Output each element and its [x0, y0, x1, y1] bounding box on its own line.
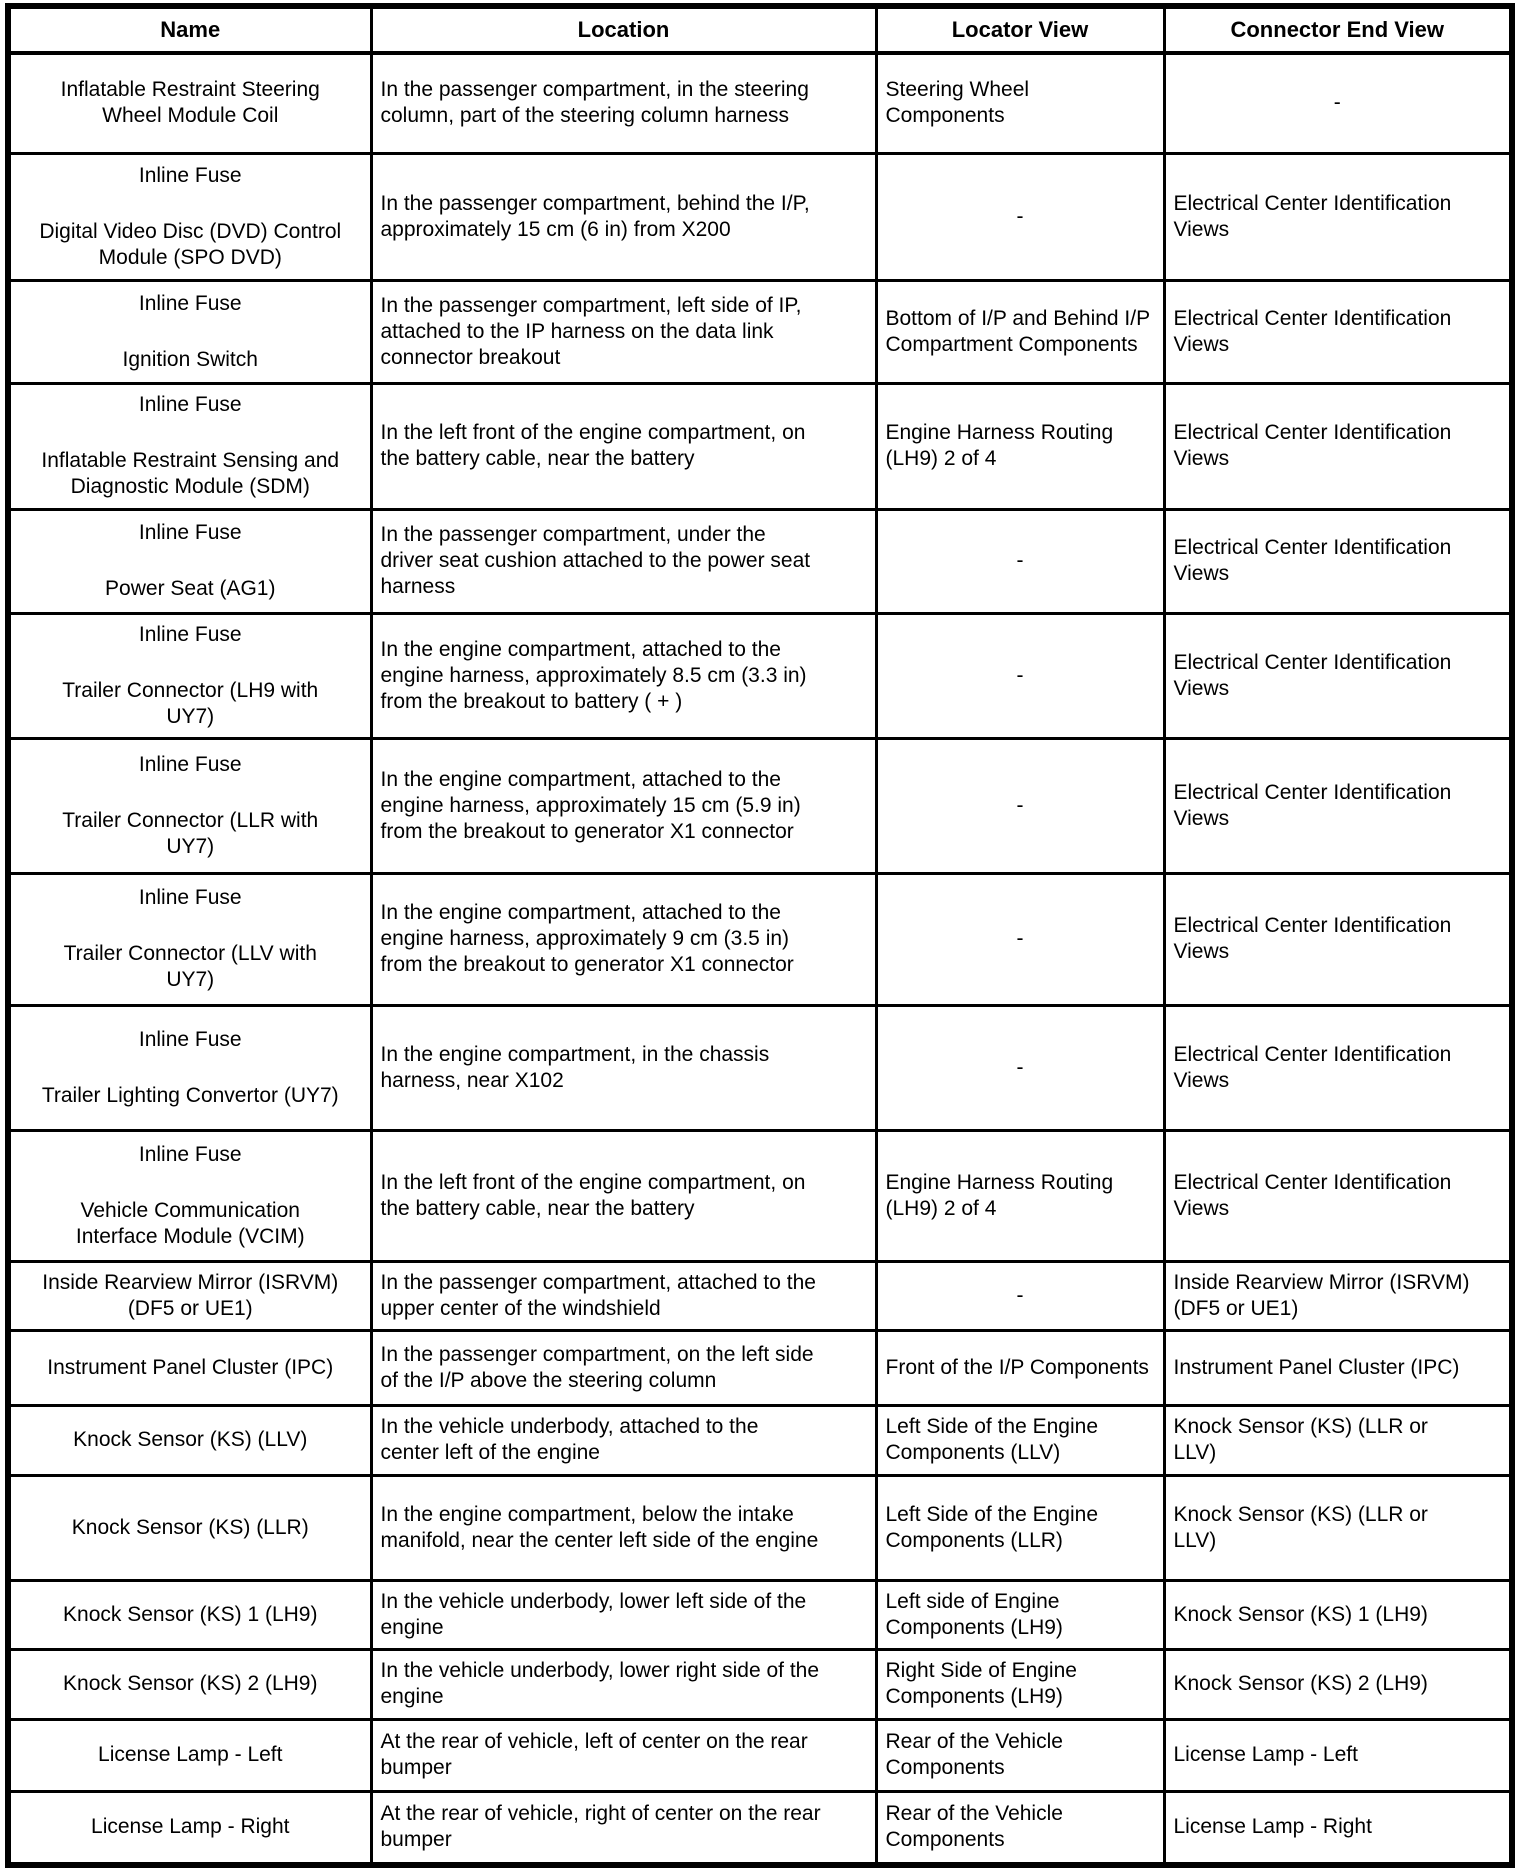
name-cell: [8, 613, 371, 738]
connector-end-view-cell: Knock Sensor (KS) (LLR or LLV): [1164, 1405, 1512, 1475]
name-cell: [8, 153, 371, 280]
location-cell: In the engine compartment, attached to the engine harness, approximately 9 cm (3.5 in) from the breakout to generator X1 connector: [371, 873, 876, 1005]
locator-view-cell: -: [876, 613, 1164, 738]
location-cell: At the rear of vehicle, left of center on the rear bumper: [371, 1719, 876, 1791]
locator-view-cell: -: [876, 509, 1164, 613]
location-cell: In the passenger compartment, on the left side of the I/P above the steering column: [371, 1330, 876, 1405]
location-cell: In the passenger compartment, left side of IP, attached to the IP harness on the data link connector breakout: [371, 280, 876, 383]
name-cell: [8, 53, 371, 153]
component-name: Inline Fuse: [138, 622, 242, 646]
locator-view-cell: Left Side of the Engine Components (LLR): [876, 1475, 1164, 1580]
locator-view-cell: -: [876, 738, 1164, 873]
locator-view-cell: -: [876, 873, 1164, 1005]
location-cell: In the engine compartment, attached to the engine harness, approximately 15 cm (5.9 in) from the breakout to generator X1 connector: [371, 738, 876, 873]
location-cell: In the passenger compartment, under the driver seat cushion attached to the power seat harness: [371, 509, 876, 613]
header-row: [8, 6, 1512, 53]
connector-end-view-cell: Electrical Center Identification Views: [1164, 613, 1512, 738]
column-header-name: Name: [8, 6, 371, 53]
location-cell: In the passenger compartment, behind the I/P, approximately 15 cm (6 in) from X200: [371, 153, 876, 280]
name-cell: [8, 383, 371, 509]
connector-end-view-cell: License Lamp - Left: [1164, 1719, 1512, 1791]
name-cell: [8, 1580, 371, 1649]
locator-view-cell: -: [876, 1261, 1164, 1330]
table-row: [8, 1405, 1512, 1475]
connector-end-view-cell: Knock Sensor (KS) 1 (LH9): [1164, 1580, 1512, 1649]
locator-view-cell: Rear of the Vehicle Components: [876, 1791, 1164, 1865]
connector-end-view-cell: Electrical Center Identification Views: [1164, 873, 1512, 1005]
column-header-location: Location: [371, 6, 876, 53]
connector-end-view-cell: Electrical Center Identification Views: [1164, 153, 1512, 280]
connector-end-view-cell: Knock Sensor (KS) 2 (LH9): [1164, 1649, 1512, 1719]
component-subname: Vehicle Communication Interface Module (VCIM): [75, 1198, 305, 1248]
locator-view-cell: Left side of Engine Components (LH9): [876, 1580, 1164, 1649]
component-name: Inline Fuse: [138, 521, 242, 544]
component-subname: Trailer Lighting Convertor (UY7): [41, 1083, 339, 1107]
table-row: [8, 1130, 1512, 1261]
component-subname: Power Seat (AG1): [105, 577, 276, 600]
component-name: Inline Fuse: [138, 1027, 242, 1051]
name-cell: [8, 1649, 371, 1719]
location-cell: In the left front of the engine compartment, on the battery cable, near the battery: [371, 1130, 876, 1261]
table-row: [8, 1649, 1512, 1719]
location-cell: In the vehicle underbody, attached to the center left of the engine: [371, 1405, 876, 1475]
location-cell: In the left front of the engine compartment, on the battery cable, near the battery: [371, 383, 876, 509]
location-cell: In the passenger compartment, in the steering column, part of the steering column harness: [371, 53, 876, 153]
connector-end-view-cell: Electrical Center Identification Views: [1164, 383, 1512, 509]
connector-end-view-cell: License Lamp - Right: [1164, 1791, 1512, 1865]
component-name: Inside Rearview Mirror (ISRVM) (DF5 or UE1): [42, 1270, 339, 1320]
table-row: [8, 280, 1512, 383]
connector-end-view-cell: Electrical Center Identification Views: [1164, 509, 1512, 613]
name-cell: [8, 509, 371, 613]
name-cell: [8, 1719, 371, 1791]
locator-view-cell: Bottom of I/P and Behind I/P Compartment Components: [876, 280, 1164, 383]
component-name: Inline Fuse: [138, 291, 242, 315]
name-cell: [8, 873, 371, 1005]
name-cell: [8, 280, 371, 383]
connector-end-view-cell: Electrical Center Identification Views: [1164, 738, 1512, 873]
locator-view-cell: -: [876, 1005, 1164, 1130]
table-row: [8, 383, 1512, 509]
component-locator-table: [5, 3, 1515, 1868]
component-subname: Trailer Connector (LH9 with UY7): [62, 678, 319, 728]
locator-view-cell: Right Side of Engine Components (LH9): [876, 1649, 1164, 1719]
connector-end-view-cell: Knock Sensor (KS) (LLR or LLV): [1164, 1475, 1512, 1580]
component-name: Inline Fuse: [138, 1142, 242, 1166]
component-name: Instrument Panel Cluster (IPC): [47, 1355, 334, 1379]
column-header-connector-end-view: Connector End View: [1164, 6, 1512, 53]
locator-view-cell: -: [876, 153, 1164, 280]
name-cell: [8, 1130, 371, 1261]
component-name: Inline Fuse: [138, 886, 242, 909]
component-name: Knock Sensor (KS) 2 (LH9): [63, 1672, 318, 1695]
locator-view-cell: Rear of the Vehicle Components: [876, 1719, 1164, 1791]
locator-view-cell: Left Side of the Engine Components (LLV): [876, 1405, 1164, 1475]
component-name: Knock Sensor (KS) (LLV): [73, 1428, 308, 1451]
name-cell: [8, 1475, 371, 1580]
connector-end-view-cell: -: [1164, 53, 1512, 153]
component-name: Inflatable Restraint Steering Wheel Module Coil: [60, 78, 320, 128]
table-row: [8, 1330, 1512, 1405]
table-row: [8, 1005, 1512, 1130]
locator-view-cell: Front of the I/P Components: [876, 1330, 1164, 1405]
table-row: [8, 1719, 1512, 1791]
component-name: License Lamp - Right: [91, 1815, 290, 1839]
location-cell: In the vehicle underbody, lower left side of the engine: [371, 1580, 876, 1649]
locator-view-cell: Steering Wheel Components: [876, 53, 1164, 153]
component-subname: Ignition Switch: [122, 347, 258, 371]
table-row: [8, 53, 1512, 153]
table-row: [8, 509, 1512, 613]
component-subname: Trailer Connector (LLV with UY7): [63, 942, 317, 991]
component-name: License Lamp - Left: [98, 1743, 283, 1766]
name-cell: [8, 1791, 371, 1865]
table-row: [8, 1475, 1512, 1580]
table-row: [8, 1791, 1512, 1865]
name-cell: [8, 1330, 371, 1405]
table-row: [8, 738, 1512, 873]
connector-end-view-cell: Inside Rearview Mirror (ISRVM) (DF5 or UE1): [1164, 1261, 1512, 1330]
connector-end-view-cell: Electrical Center Identification Views: [1164, 1005, 1512, 1130]
component-subname: Trailer Connector (LLR with UY7): [62, 808, 319, 858]
table-row: [8, 1261, 1512, 1330]
location-cell: In the passenger compartment, attached to the upper center of the windshield: [371, 1261, 876, 1330]
component-name: Inline Fuse: [138, 393, 242, 416]
component-name: Knock Sensor (KS) (LLR): [71, 1515, 309, 1539]
component-name: Inline Fuse: [138, 163, 242, 187]
location-cell: In the engine compartment, attached to the engine harness, approximately 8.5 cm (3.3 in) from the breakout to battery ( + ): [371, 613, 876, 738]
name-cell: [8, 738, 371, 873]
locator-view-cell: Engine Harness Routing (LH9) 2 of 4: [876, 383, 1164, 509]
component-subname: Digital Video Disc (DVD) Control Module (SPO DVD): [39, 219, 342, 269]
name-cell: [8, 1005, 371, 1130]
component-subname: Inflatable Restraint Sensing and Diagnostic Module (SDM): [41, 449, 340, 498]
connector-end-view-cell: Electrical Center Identification Views: [1164, 280, 1512, 383]
location-cell: In the vehicle underbody, lower right side of the engine: [371, 1649, 876, 1719]
component-name: Knock Sensor (KS) 1 (LH9): [63, 1602, 318, 1626]
table-row: [8, 873, 1512, 1005]
table-row: [8, 613, 1512, 738]
name-cell: [8, 1261, 371, 1330]
column-header-locator-view: Locator View: [876, 6, 1164, 53]
location-cell: At the rear of vehicle, right of center on the rear bumper: [371, 1791, 876, 1865]
location-cell: In the engine compartment, below the intake manifold, near the center left side of the engine: [371, 1475, 876, 1580]
table-row: [8, 153, 1512, 280]
component-name: Inline Fuse: [138, 752, 242, 776]
connector-end-view-cell: Instrument Panel Cluster (IPC): [1164, 1330, 1512, 1405]
table-row: [8, 1580, 1512, 1649]
name-cell: [8, 1405, 371, 1475]
location-cell: In the engine compartment, in the chassis harness, near X102: [371, 1005, 876, 1130]
connector-end-view-cell: Electrical Center Identification Views: [1164, 1130, 1512, 1261]
locator-view-cell: Engine Harness Routing (LH9) 2 of 4: [876, 1130, 1164, 1261]
